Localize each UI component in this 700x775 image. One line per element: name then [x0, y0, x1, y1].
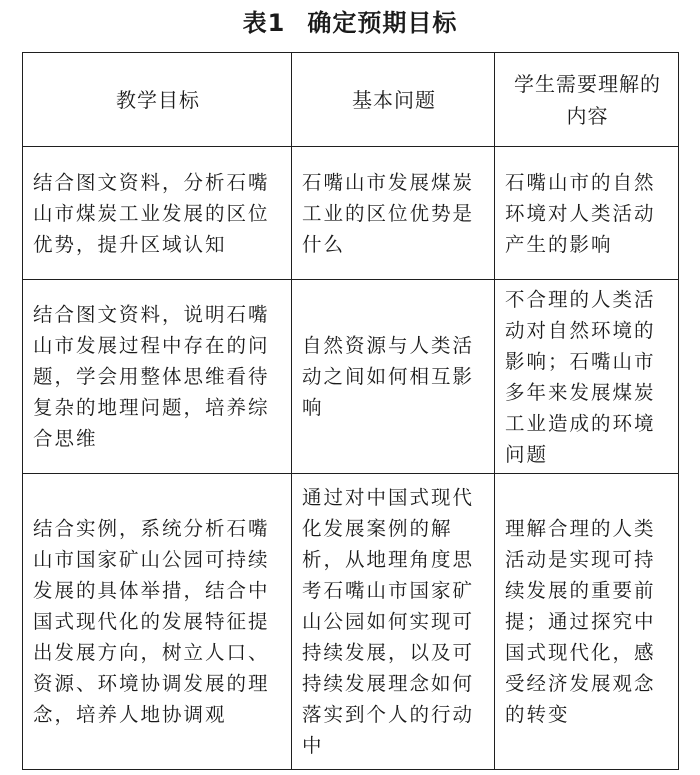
understanding-cell: 理解合理的人类活动是实现可持续发展的重要前提；通过探究中国式现代化，感受经济发展观念的转变 — [495, 474, 679, 770]
table-number: 表1 — [242, 9, 286, 37]
table-caption — [0, 6, 700, 40]
header-basic-question: 基本问题 — [292, 53, 495, 147]
goal-cell: 结合图文资料，说明石嘴山市发展过程中存在的问题，学会用整体思维看待复杂的地理问题，培养综合思维 — [23, 280, 292, 474]
question-cell: 通过对中国式现代化发展案例的解析，从地理角度思考石嘴山市国家矿山公园如何实现可持续发展，以及可持续发展理念如何落实到个人的行动中 — [292, 474, 495, 770]
header-teaching-goal: 教学目标 — [23, 53, 292, 147]
table-row — [23, 280, 679, 474]
understanding-cell: 不合理的人类活动对自然环境的影响；石嘴山市多年来发展煤炭工业造成的环境问题 — [495, 280, 679, 474]
question-cell: 石嘴山市发展煤炭工业的区位优势是什么 — [292, 147, 495, 280]
table-row — [23, 147, 679, 280]
question-cell: 自然资源与人类活动之间如何相互影响 — [292, 280, 495, 474]
header-understanding: 学生需要理解的内容 — [495, 53, 679, 147]
expected-goals-table — [22, 52, 679, 770]
understanding-cell: 石嘴山市的自然环境对人类活动产生的影响 — [495, 147, 679, 280]
goal-cell: 结合实例，系统分析石嘴山市国家矿山公园可持续发展的具体举措，结合中国式现代化的发展特征提出发展方向，树立人口、资源、环境协调发展的理念，培养人地协调观 — [23, 474, 292, 770]
table-row — [23, 474, 679, 770]
table-title: 确定预期目标 — [307, 9, 458, 37]
table-header-row — [23, 53, 679, 147]
goal-cell: 结合图文资料，分析石嘴山市煤炭工业发展的区位优势，提升区域认知 — [23, 147, 292, 280]
